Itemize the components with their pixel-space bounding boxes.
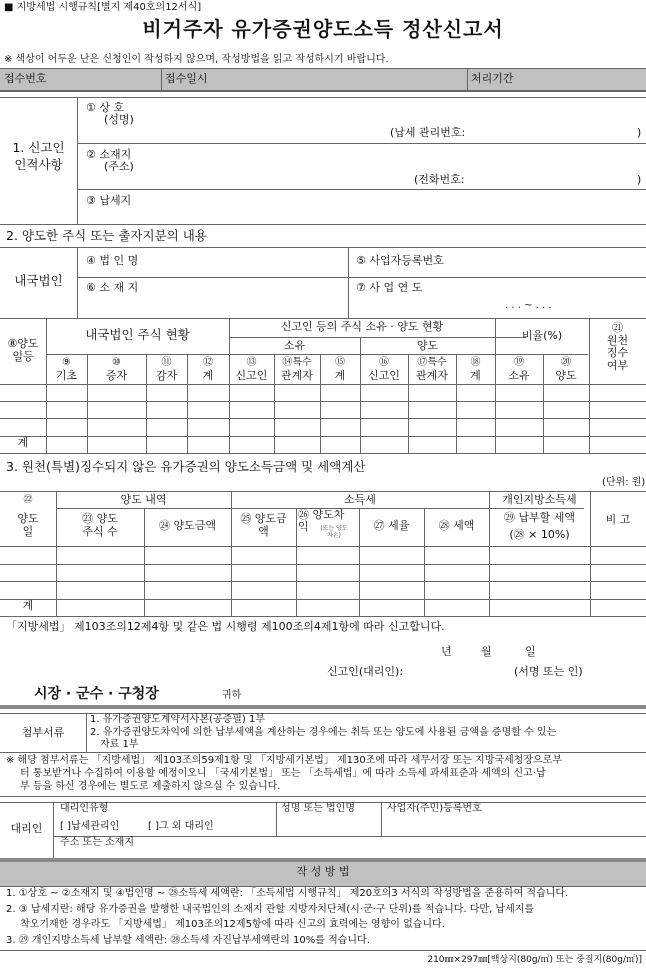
attachment-note-line3: 부 등을 하신 경우에는 별도로 제출하지 않으실 수 있습니다. <box>20 781 281 792</box>
agent-option-other[interactable]: [ ]그 외 대리인 <box>148 821 214 832</box>
group-ratio: 비율(%) <box>521 329 563 342</box>
attachment-note-line2: 터 통보받거나 수집하여 이용할 예정이오니 「국세기본법」 또는 「소득세법」에 따라 소득세 과세표준과 세액의 신고·납 <box>20 768 546 779</box>
attachment-item-1: 1. 유가증권양도계약서사본(공증필) 1부 <box>90 714 265 725</box>
phone-label: (전화번호: <box>414 173 465 186</box>
col-withholding: ㉑ 원천 징수 여부 <box>606 321 629 372</box>
group-transfer-details: 양도 내역 <box>120 493 167 506</box>
unit-label: (단위: 원) <box>602 477 646 488</box>
col-tax-amount: ㉘ 세액 <box>438 519 475 532</box>
instruction-item-2-cont: 착오기재한 경우라도 「지방세법」 제103조의12제5항에 따라 신고의 효력에는 영향이 없습니다. <box>20 919 445 930</box>
col-transfer-related: ⑰특수 관계자 <box>416 357 448 382</box>
col-domestic-total: ⑫ 계 <box>202 357 214 382</box>
table1-total-label: 계 <box>17 436 29 449</box>
phone-field[interactable] <box>480 172 630 188</box>
signature-label: (서명 또는 인) <box>514 665 583 678</box>
col-transfer-reporter: ⑯ 신고인 <box>368 357 400 382</box>
address-label: ② 소재지 <box>86 148 132 161</box>
attachment-item-2-cont: 자료 1부 <box>100 739 139 750</box>
year-label: 년 <box>441 645 452 658</box>
col-date-number: ㉒ <box>23 495 33 505</box>
receipt-date-label: 접수일시 <box>165 72 208 85</box>
attachment-note-line1: ※ 해당 첨부서류는 「지방세법」 제103조의59제1항 및 「지방세기본법」 제130조에 따라 세무서장 또는 지방국세청장으로부 <box>6 755 562 766</box>
col-capital-increase: ⑩ 증자 <box>105 357 128 382</box>
tax-id-close-paren: ) <box>637 126 642 139</box>
section3-title: 3. 원천(특별)징수되지 않은 유가증권의 양도소득금액 및 세액계산 <box>6 459 366 474</box>
agent-reg-no-label: 사업자(주민)등록번호 <box>387 803 482 814</box>
fiscal-year-label: ⑦ 사 업 연 도 <box>356 281 423 294</box>
col-transfer-date: ⑧양도 일등 <box>7 337 39 364</box>
shaded-notice: ※ 색상이 어두운 난은 신청인이 작성하지 않으며, 작성방법을 읽고 작성하시기 바랍니다. <box>4 54 389 65</box>
group-local-income-tax: 개인지방소득세 <box>502 493 577 506</box>
domestic-corp-label: 내국법인 <box>14 273 63 288</box>
name-label: ① 상 호 <box>86 101 125 114</box>
col-capital-gain-note: (또는 양도 차손) <box>320 525 348 540</box>
col-transfer-total: ⑱ 계 <box>470 357 481 382</box>
instructions-title: 작 성 방 법 <box>296 865 350 878</box>
recipient: 시장 · 군수 · 구청장 <box>34 686 159 702</box>
agent-name-label: 성명 또는 법인명 <box>281 803 355 814</box>
name-sublabel: (성명) <box>104 113 134 126</box>
agent-type-label: 대리인유형 <box>60 803 109 814</box>
phone-close-paren: ) <box>637 173 642 186</box>
col-opening: ⑨ 기초 <box>55 357 78 382</box>
tax-place-label: ③ 납세지 <box>86 194 132 207</box>
instruction-item-1: 1. ①상호 ~ ②소재지 및 ④법인명 ~ ㉘소득세 세액란: 「소득세법 시행규칙」 제20호의3 서식의 작성방법을 준용하여 적습니다. <box>6 888 569 899</box>
sub-transfer: 양도 <box>416 339 439 352</box>
processing-period-label: 처리기간 <box>471 72 514 85</box>
group-domestic-shares: 내국법인 주식 현황 <box>85 327 190 342</box>
month-label: 월 <box>481 645 492 658</box>
corp-location-field[interactable] <box>160 282 340 300</box>
group-holder-status: 신고인 등의 주식 소유 · 양도 현황 <box>280 320 444 333</box>
sub-own: 소유 <box>283 339 306 352</box>
agent-label: 대리인 <box>10 822 43 835</box>
col-payable-tax: ㉙ 납부할 세액 <box>503 511 576 524</box>
section1-label-line2: 인적사항 <box>14 156 63 172</box>
attachment-item-2: 2. 유가증권양도차익에 의한 납부세액을 계산하는 경우에는 취득 또는 양도에 사용된 금액을 증명할 수 있는 <box>90 727 557 738</box>
col-remarks: 비 고 <box>605 513 631 526</box>
law-reference: ■ 지방세법 시행규칙[별지 제40호의12서식] <box>4 2 202 13</box>
corp-name-label: ④ 법 인 명 <box>86 254 139 267</box>
col-ratio-transfer: ⑳ 양도 <box>555 357 577 382</box>
col-own-total: ⑮ 계 <box>334 357 346 382</box>
col-ratio-own: ⑲ 소유 <box>508 357 530 382</box>
fiscal-year-field[interactable] <box>470 282 640 298</box>
attachments-label: 첨부서류 <box>21 726 65 739</box>
reporter-label: 신고인(대리인): <box>327 665 404 678</box>
col-capital-reduction: ⑪ 감자 <box>155 357 178 382</box>
biz-reg-no-field[interactable] <box>470 253 640 271</box>
declaration-statement: 「지방세법」 제103조의12제4항 및 같은 법 시행령 제100조의4제1항에 따라 신고합니다. <box>6 620 445 633</box>
biz-reg-no-label: ⑤ 사업자등록번호 <box>356 254 444 267</box>
section2-title: 2. 양도한 주식 또는 출자지분의 내용 <box>6 228 207 243</box>
section1-label <box>0 140 77 174</box>
tax-place-field[interactable] <box>160 194 630 212</box>
name-field[interactable] <box>160 104 630 122</box>
recipient-suffix: 귀하 <box>222 690 242 701</box>
agent-option-tax-manager[interactable]: [ ]납세관리인 <box>60 821 120 832</box>
col-own-related: ⑭특수 관계자 <box>281 357 313 382</box>
instruction-item-3: 3. ㉙ 개인지방소득세 납부할 세액란: ㉘소득세 자진납부세액란의 10%를 적습니다. <box>6 935 370 946</box>
receipt-bar <box>0 69 646 91</box>
col-transfer-amount: ㉔ 양도금액 <box>158 519 216 532</box>
agent-address-label: 주소 또는 소재지 <box>60 837 134 848</box>
page-title: 비거주자 유가증권양도소득 정산신고서 <box>142 17 504 41</box>
col-transfer-date: 양도 일 <box>17 512 39 539</box>
tax-id-field[interactable] <box>478 125 628 141</box>
address-sublabel: (주소) <box>104 160 134 173</box>
day-label: 일 <box>525 645 536 658</box>
section1-label-line1: 1. 신고인 <box>12 140 65 155</box>
group-income-tax: 소득세 <box>344 493 376 506</box>
col-tax-rate: ㉗ 세율 <box>373 519 410 532</box>
tax-id-label: (납세 관리번호: <box>390 126 466 139</box>
col-own-reporter: ⑬ 신고인 <box>235 357 268 382</box>
col-shares-transferred: ㉓ 양도 주식 수 <box>82 512 118 539</box>
paper-spec: 210㎜×297㎜[백상지(80g/㎡) 또는 중질지(80g/㎡)] <box>427 955 642 965</box>
col-transfer-amount-tax: ㉕ 양도금 액 <box>240 512 287 539</box>
col-payable-formula: (㉘ × 10%) <box>509 528 570 541</box>
corp-location-label: ⑥ 소 재 지 <box>86 281 139 294</box>
fiscal-year-pattern: . . . ~ . . . <box>505 300 552 311</box>
corp-name-field[interactable] <box>160 253 340 271</box>
table3-total-label: 계 <box>22 599 34 612</box>
address-field[interactable] <box>160 150 630 168</box>
col-capital-gain: ㉖ 양도차 익 <box>298 508 345 534</box>
instruction-item-2: 2. ③ 납세지란: 해당 유가증권을 발행한 내국법인의 소재지 관할 지방자치단체(시·군·구 단위)를 적습니다. 다만, 납세지를 <box>6 904 535 915</box>
receipt-number-label: 접수번호 <box>4 72 47 85</box>
